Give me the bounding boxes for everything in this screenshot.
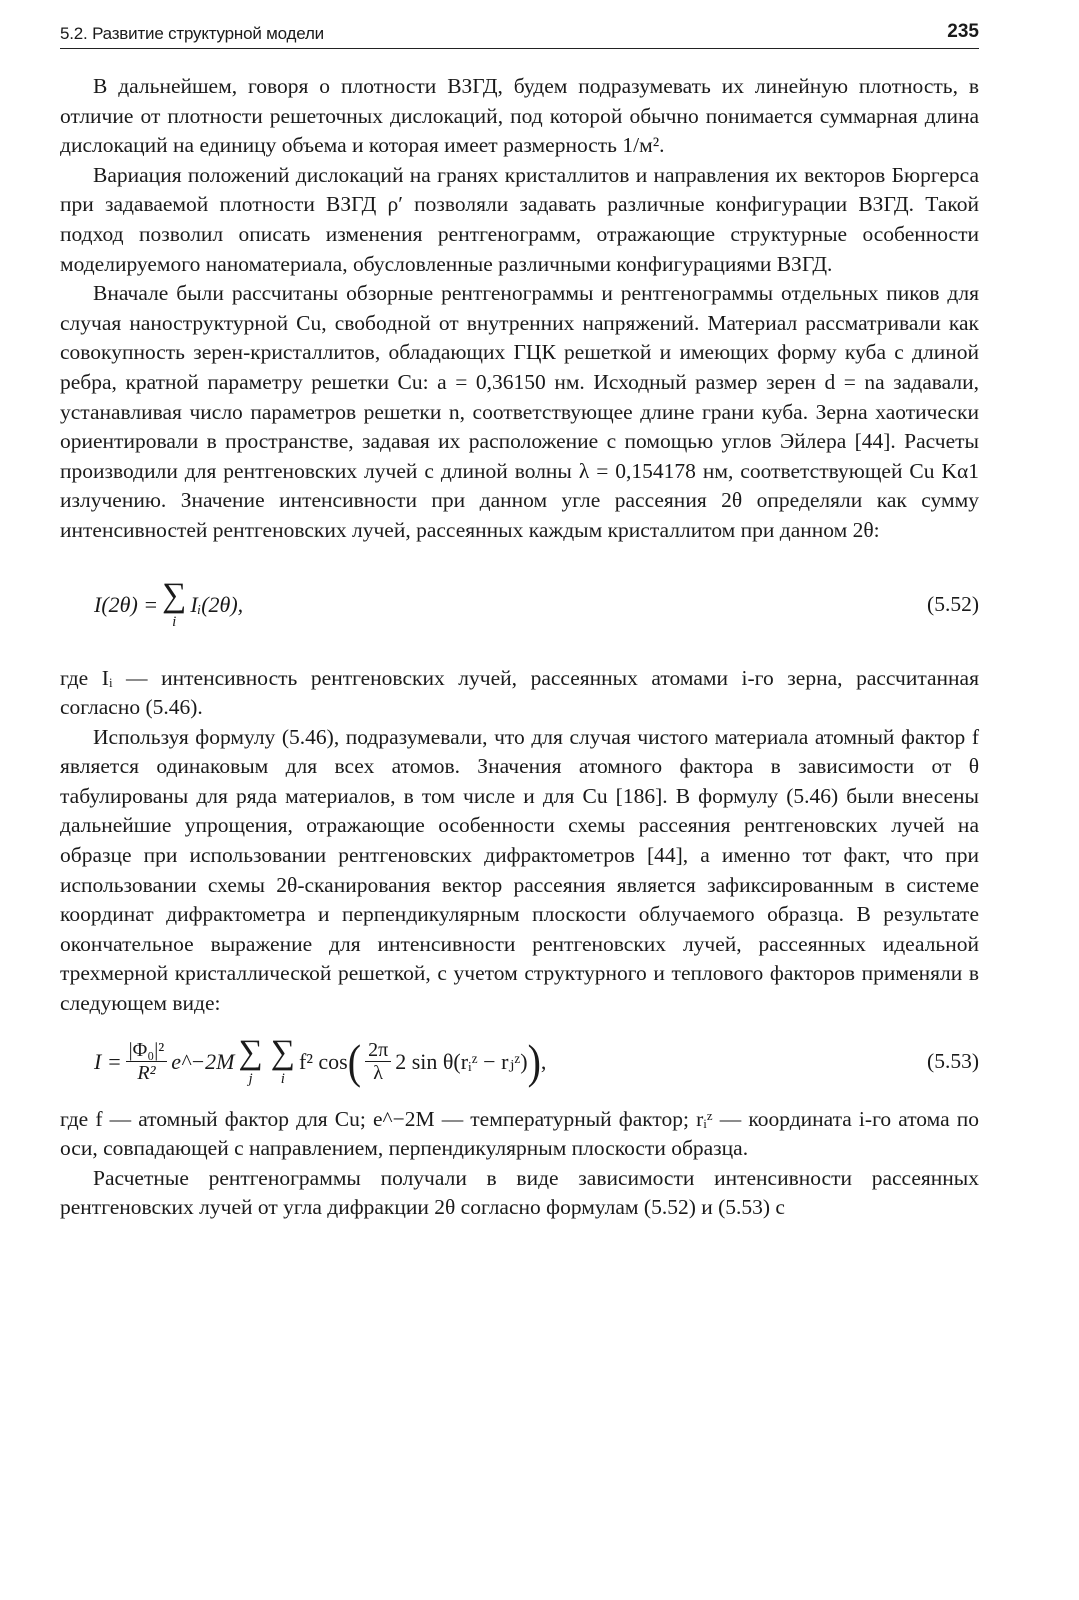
formula-lhs: I(2θ) =	[94, 591, 159, 617]
sum-index: i	[172, 614, 177, 630]
formula-5-53	[60, 1019, 979, 1105]
inner-fraction	[365, 1039, 391, 1084]
fraction-denominator: R²	[137, 1062, 156, 1085]
formula-body: f² cos	[299, 1048, 348, 1074]
paragraph: В дальнейшем, говоря о плотности ВЗГД, будем подразумевать их линейную плотность, в отличие от плотности решеточных дислокаций, под которой обычно понимается суммарная длина дислокаций на единицу объема и которая имеет размерность 1/м².	[60, 74, 979, 158]
formula-number: (5.52)	[927, 591, 979, 616]
exponential-term: e^−2M	[171, 1048, 235, 1074]
sum-symbol: ∑ i	[162, 577, 187, 630]
running-title: 5.2. Развитие структурной модели	[60, 24, 324, 43]
paragraph: Расчетные рентгенограммы получали в виде зависимости интенсивности рассеянных рентгеновских лучей от угла дифракции 2θ согласно формулам (5.52) и (5.53) с	[60, 1165, 979, 1220]
page-number: 235	[947, 21, 979, 42]
page-header	[60, 20, 979, 49]
body-text	[60, 72, 979, 1223]
sum-symbol: ∑ j	[238, 1034, 263, 1088]
fraction-numerator: |Φ₀|²	[126, 1039, 168, 1062]
paragraph: Вариация положений дислокаций на гранях кристаллитов и направления их векторов Бюргерса при задаваемой плотности ВЗГД ρ′ позволяли задавать различные конфигурации ВЗГД. Такой подход позволил описать изменения рентгенограмм, отражающие структурные особенности моделируемого наноматериала, обусловленные различными конфигурациями ВЗГД.	[60, 162, 979, 276]
formula-expression	[94, 579, 243, 630]
fraction	[126, 1039, 168, 1084]
inner-rest: 2 sin θ(rᵢᶻ − rⱼᶻ)	[395, 1048, 528, 1074]
paragraph: Используя формулу (5.46), подразумевали, что для случая чистого материала атомный фактор f является одинаковым для всех атомов. Значения атомного фактора в зависимости от θ табулированы для ряда материалов, в том числе и для Cu [186]. В формулу (5.46) были внесены дальнейшие упрощения, отражающие особенности схемы рассеяния рентгеновских лучей на образце при использовании рентгеновских дифрактометров [44], а именно тот факт, что при использовании схемы 2θ-сканирования вектор рассеяния является зафиксированным в системе координат дифрактометра и перпендикулярным плоскости облучаемого образца. В результате окончательное выражение для интенсивности рентгеновских лучей, рассеянных идеальной трехмерной кристаллической решеткой, с учетом структурного и теплового факторов применяли в следующем виде:	[60, 724, 979, 1016]
formula-rhs: Iᵢ(2θ),	[190, 591, 244, 617]
sum-index: i	[280, 1071, 285, 1088]
paragraph: где f — атомный фактор для Cu; e^−2M — температурный фактор; rᵢᶻ — координата i-го атома по оси, совпадающей с направлением, перпендикулярным плоскости образца.	[60, 1106, 979, 1161]
sum-symbol: ∑ i	[270, 1034, 295, 1088]
formula-number: (5.53)	[927, 1048, 979, 1073]
paragraph: где Iᵢ — интенсивность рентгеновских лучей, рассеянных атомами i-го зерна, рассчитанная согласно (5.46).	[60, 665, 979, 720]
inner-fraction-numerator: 2π	[365, 1039, 391, 1062]
paragraph: Вначале были рассчитаны обзорные рентгенограммы и рентгенограммы отдельных пиков для случая наноструктурной Cu, свободной от внутренних напряжений. Материал рассматривали как совокупность зерен-кристаллитов, обладающих ГЦК решеткой и имеющих форму куба с длиной ребра, кратной параметру решетки Cu: a = 0,36150 нм. Исходный размер зерен d = na задавали, устанавливая число параметров решетки n, соответствующее длине грани куба. Зерна хаотически ориентировали в пространстве, задавая их расположение с помощью углов Эйлера [44]. Расчеты производили для рентгеновских лучей с длиной волны λ = 0,154178 нм, соответствующей Cu Kα1 излучению. Значение интенсивности при данном угле рассеяния 2θ определяли как сумму интенсивностей рентгеновских лучей, рассеянных каждым кристаллитом при данном 2θ:	[60, 281, 979, 542]
inner-fraction-denominator: λ	[373, 1062, 383, 1085]
left-paren: (	[347, 1034, 362, 1089]
right-paren: )	[527, 1034, 541, 1089]
formula-lhs: I =	[94, 1048, 122, 1074]
sum-index: j	[248, 1071, 253, 1088]
formula-5-52	[60, 546, 979, 664]
formula-expression: I = $\frac{\text{|Φ₀|²}}{\text{R²}}$ e^−2M ∑ j ∑ i f² cos ( $\frac{2\pi}{\lambda}$ 2 sin θ(rᵢᶻ − rⱼᶻ) ) ,	[94, 1034, 547, 1089]
